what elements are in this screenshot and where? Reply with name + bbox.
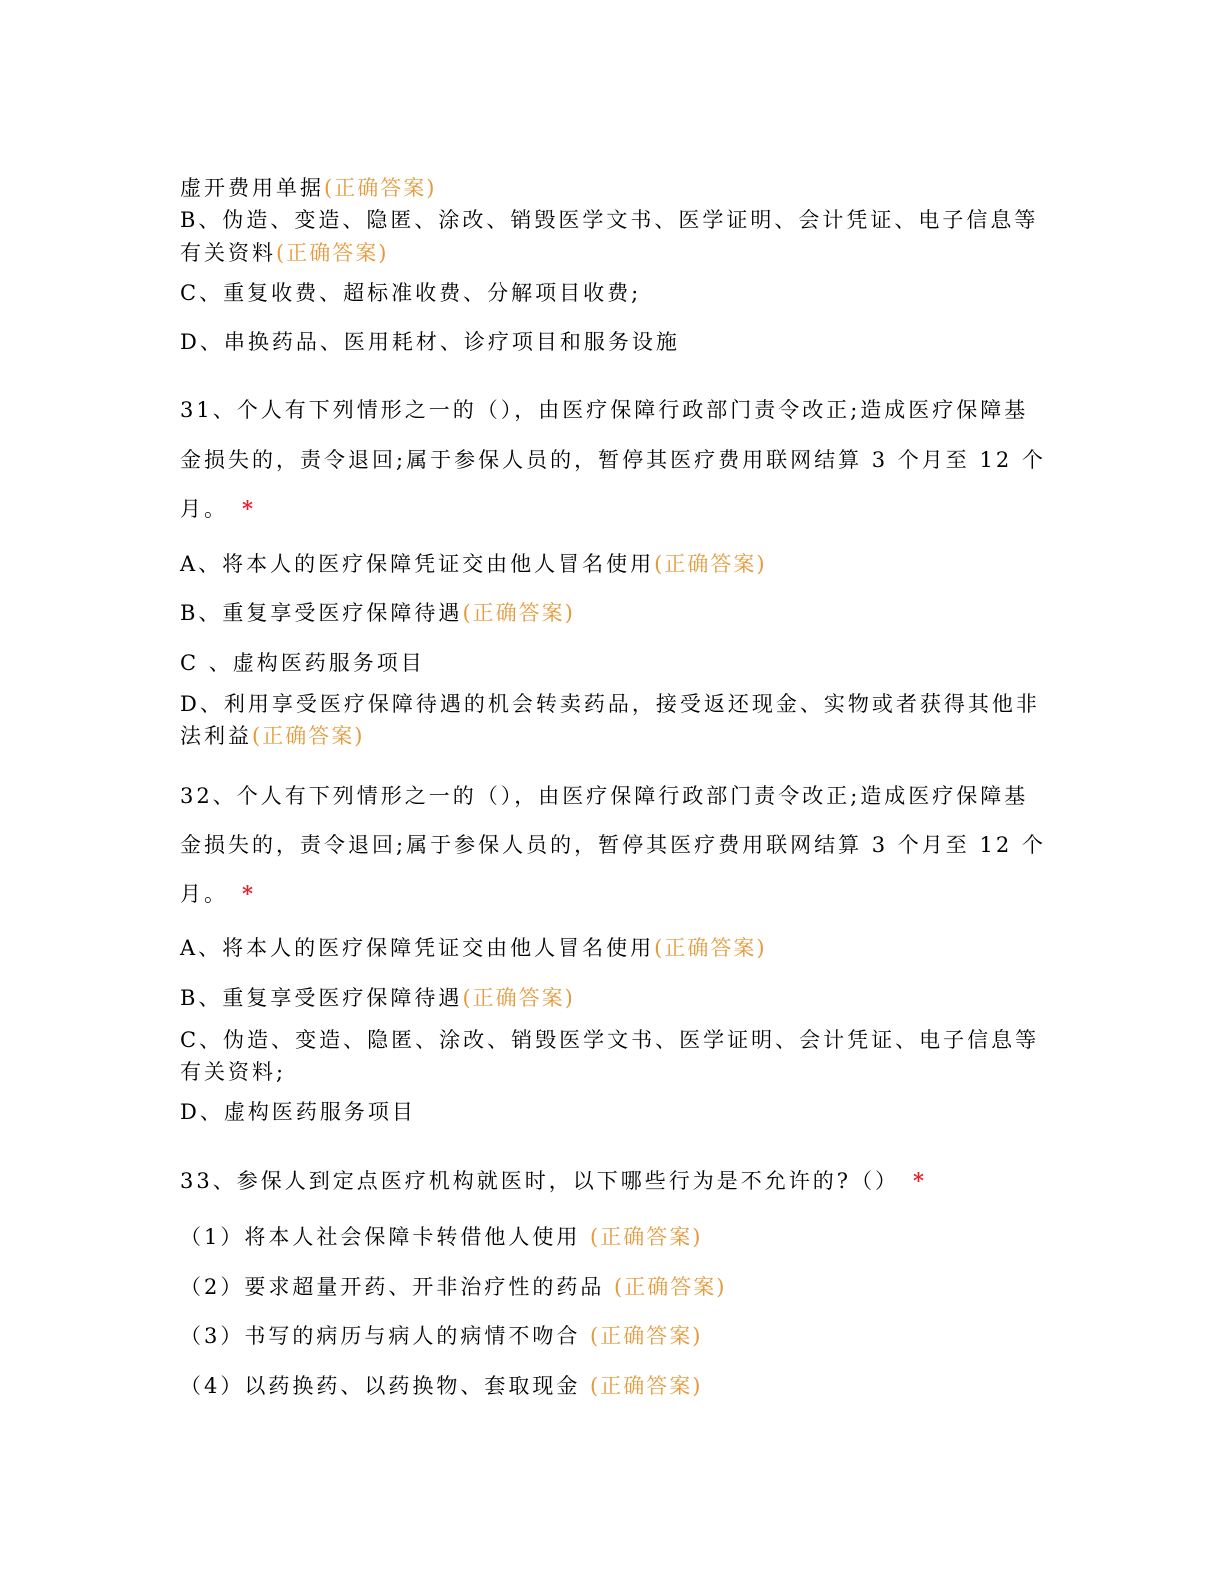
q31-stem-line2	[180, 446, 1046, 474]
option-text: （3）书写的病历与病人的病情不吻合	[180, 1324, 581, 1348]
question-text: 33、参保人到定点医疗机构就医时，以下哪些行为是不允许的?（）	[180, 1169, 899, 1193]
question-text: 金损失的，责令退回;属于参保人员的，暂停其医疗费用联网结算 3 个月至 12 个	[180, 833, 1046, 857]
q32-option-c-line1	[180, 1026, 1040, 1054]
q33-stem	[180, 1167, 1040, 1195]
option-text: D、利用享受医疗保障待遇的机会转卖药品，接受返还现金、实物或者获得其他非	[180, 692, 1040, 716]
option-text: （2）要求超量开药、开非治疗性的药品	[180, 1275, 605, 1299]
option-text: D、串换药品、医用耗材、诊疗项目和服务设施	[180, 330, 680, 354]
q30-option-d	[180, 328, 1040, 356]
correct-answer-label: (正确答案)	[590, 1324, 703, 1348]
correct-answer-label: (正确答案)	[462, 601, 575, 625]
q31-stem-line3	[180, 495, 1040, 523]
q32-option-d	[180, 1098, 1040, 1126]
q31-option-b	[180, 599, 1040, 627]
correct-answer-label: (正确答案)	[590, 1225, 703, 1249]
option-text: D、虚构医药服务项目	[180, 1100, 416, 1124]
correct-answer-label: (正确答案)	[590, 1374, 703, 1398]
option-text: C、伪造、变造、隐匿、涂改、销毁医学文书、医学证明、会计凭证、电子信息等	[180, 1028, 1040, 1052]
q33-option-1	[180, 1223, 1040, 1251]
question-text: 32、个人有下列情形之一的（），由医疗保障行政部门责令改正;造成医疗保障基	[180, 784, 1029, 808]
q31-option-a	[180, 550, 1040, 578]
q32-stem-line2	[180, 831, 1046, 859]
option-text: C 、虚构医药服务项目	[180, 651, 425, 675]
option-text: 有关资料	[180, 241, 276, 265]
correct-answer-label: (正确答案)	[276, 241, 389, 265]
question-text: 月。	[180, 497, 228, 521]
option-text: A、将本人的医疗保障凭证交由他人冒名使用	[180, 936, 655, 960]
option-text: A、将本人的医疗保障凭证交由他人冒名使用	[180, 552, 655, 576]
q32-option-c-line2	[180, 1058, 1040, 1086]
q31-option-d-line2	[180, 722, 1040, 750]
option-text: B、重复享受医疗保障待遇	[180, 986, 463, 1010]
option-text: （1）将本人社会保障卡转借他人使用	[180, 1225, 581, 1249]
option-text: B、重复享受医疗保障待遇	[180, 601, 463, 625]
q33-option-3	[180, 1322, 1040, 1350]
option-text: B、伪造、变造、隐匿、涂改、销毁医学文书、医学证明、会计凭证、电子信息等	[180, 208, 1039, 232]
option-text: 法利益	[180, 724, 252, 748]
q31-option-c	[180, 649, 1040, 677]
required-asterisk: *	[912, 1168, 927, 1193]
option-text: C、重复收费、超标准收费、分解项目收费;	[180, 281, 642, 305]
option-text: （4）以药换药、以药换物、套取现金	[180, 1374, 581, 1398]
correct-answer-label: (正确答案)	[654, 936, 767, 960]
correct-answer-label: (正确答案)	[252, 724, 365, 748]
option-text: 虚开费用单据	[180, 176, 324, 200]
q30-option-b-line1	[180, 206, 1040, 234]
correct-answer-label: (正确答案)	[462, 986, 575, 1010]
question-text: 31、个人有下列情形之一的（），由医疗保障行政部门责令改正;造成医疗保障基	[180, 398, 1029, 422]
q33-option-2	[180, 1273, 1040, 1301]
q32-option-a	[180, 934, 1040, 962]
q32-option-b	[180, 984, 1040, 1012]
question-text: 金损失的，责令退回;属于参保人员的，暂停其医疗费用联网结算 3 个月至 12 个	[180, 448, 1046, 472]
q30-option-b-line2	[180, 239, 1040, 267]
q33-option-4	[180, 1372, 1040, 1400]
q31-option-d-line1	[180, 690, 1040, 718]
q30-option-c	[180, 279, 1040, 307]
question-text: 月。	[180, 882, 228, 906]
q31-stem-line1	[180, 396, 1040, 424]
required-asterisk: *	[242, 496, 256, 521]
correct-answer-label: (正确答案)	[654, 552, 767, 576]
required-asterisk: *	[242, 881, 256, 906]
q30-option-a-tail	[180, 174, 1040, 202]
correct-answer-label: (正确答案)	[614, 1275, 727, 1299]
q32-stem-line3	[180, 880, 1040, 908]
option-text: 有关资料;	[180, 1060, 287, 1084]
q32-stem-line1	[180, 782, 1040, 810]
correct-answer-label: (正确答案)	[324, 176, 437, 200]
